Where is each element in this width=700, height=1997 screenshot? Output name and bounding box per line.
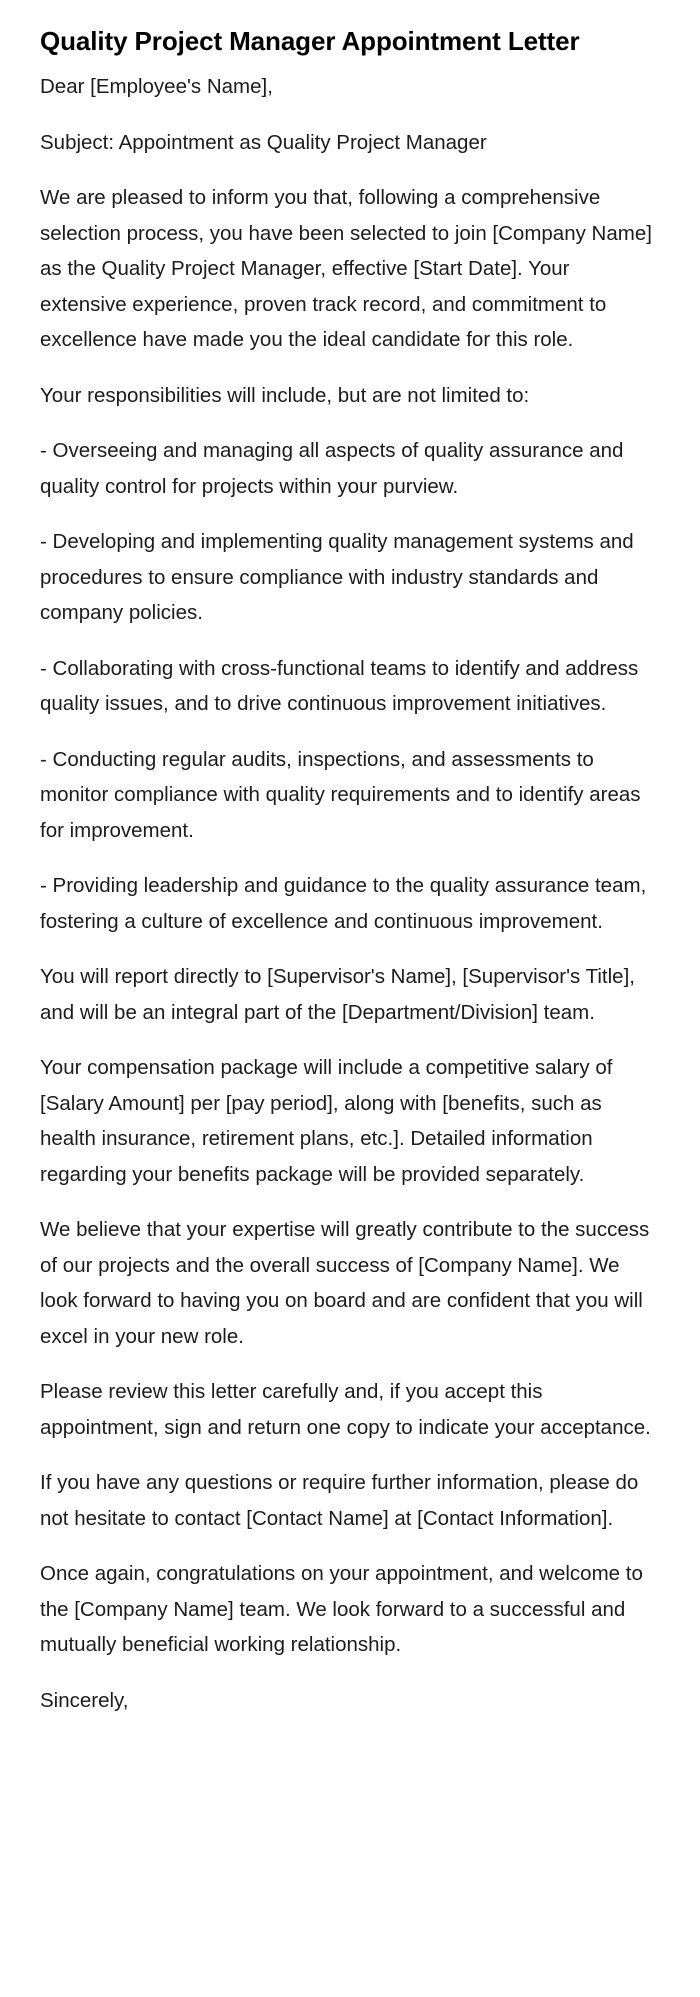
subject-line: Subject: Appointment as Quality Project Manager [40,130,487,154]
responsibility-item: - Conducting regular audits, inspections, and assessments to monitor compliance with quality requirements and to identify areas for improvement. [40,747,641,842]
sign-off: Sincerely, [40,1688,129,1712]
questions-paragraph: If you have any questions or require further information, please do not hesitate to contact [Contact Name] at [Contact Information]. [40,1471,639,1530]
responsibility-item: - Providing leadership and guidance to the quality assurance team, fostering a culture of excellence and continuous improvement. [40,874,647,933]
intro-paragraph: We are pleased to inform you that, following a comprehensive selection process, you have been selected to join [Company Name] as the Quality Project Manager, effective [Start Date]. Your extensive experience, proven track record, and commitment to excellence have made you the ideal candidate for this role. [40,186,652,351]
greeting: Dear [Employee's Name], [40,75,273,98]
reporting-paragraph: You will report directly to [Supervisor's Name], [Supervisor's Title], and will be an integral part of the [Department/Division] team. [40,965,635,1024]
compensation-paragraph: Your compensation package will include a competitive salary of [Salary Amount] per [pay period], along with [benefits, such as health insurance, retirement plans, etc.]. Detailed information regarding your benefits package will be provided separately. [40,1056,613,1186]
responsibility-item: - Developing and implementing quality management systems and procedures to ensure compliance with industry standards and company policies. [40,530,634,624]
review-paragraph: Please review this letter carefully and, if you accept this appointment, sign and return one copy to indicate your acceptance. [40,1380,651,1439]
responsibility-item: - Collaborating with cross-functional teams to identify and address quality issues, and to drive continuous improvement initiatives. [40,656,639,715]
responsibilities-intro: Your responsibilities will include, but are not limited to: [40,383,530,407]
letter-title: Quality Project Manager Appointment Letter [40,26,580,56]
responsibility-item: - Overseeing and managing all aspects of quality assurance and quality control for projects within your purview. [40,439,624,498]
closing-paragraph: Once again, congratulations on your appointment, and welcome to the [Company Name] team. We look forward to a successful and mutually beneficial working relationship. [40,1562,643,1656]
belief-paragraph: We believe that your expertise will greatly contribute to the success of our projects and the overall success of [Company Name]. We look forward to having you on board and are confident that you will excel in your new role. [40,1218,650,1348]
